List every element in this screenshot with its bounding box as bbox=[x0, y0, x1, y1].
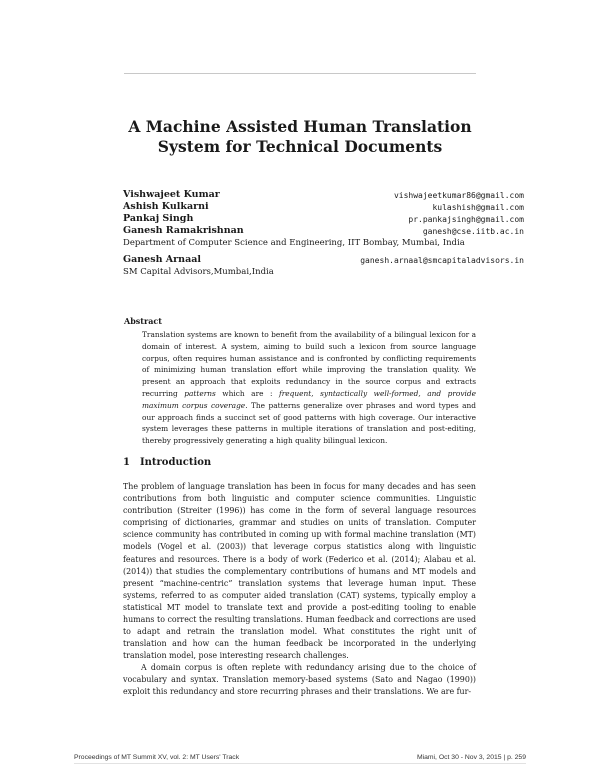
abstract-heading: Abstract bbox=[124, 316, 162, 326]
author-name: Pankaj Singh bbox=[123, 213, 194, 224]
author-email[interactable]: kulashish@gmail.com bbox=[432, 203, 524, 212]
footer-location-page: Miami, Oct 30 - Nov 3, 2015 | p. 259 bbox=[416, 754, 526, 761]
author-name: Ganesh Arnaal bbox=[123, 254, 201, 265]
footer-rule bbox=[74, 763, 526, 764]
affiliation-sm-capital: SM Capital Advisors,Mumbai,India bbox=[123, 267, 274, 277]
footer-proceedings: Proceedings of MT Summit XV, vol. 2: MT Users' Track bbox=[74, 754, 240, 761]
author-email[interactable]: ganesh@cse.iitb.ac.in bbox=[422, 227, 524, 236]
author-name: Vishwajeet Kumar bbox=[123, 189, 220, 200]
author-email[interactable]: pr.pankajsingh@gmail.com bbox=[408, 215, 524, 224]
body-paragraph: A domain corpus is often replete with redundancy arising due to the choice of vocabulary and syntax. Translation memory-based systems (Sato and Nagao (1990)) exploit this redundancy and store recurring phrases and their translations. We are fur- bbox=[123, 663, 476, 697]
affiliation-iitb: Department of Computer Science and Engineering, IIT Bombay, Mumbai, India bbox=[123, 238, 465, 248]
author-name: Ashish Kulkarni bbox=[123, 201, 209, 212]
author-email[interactable]: ganesh.arnaal@smcapitaladvisors.in bbox=[360, 256, 524, 265]
paper-title-line-1: A Machine Assisted Human Translation bbox=[128, 117, 472, 136]
abstract-text: Translation systems are known to benefit from the availability of a bilingual lexicon for a domain of interest. A system, aiming to build such a lexicon from source language corpus, often requires human assistance and is confronted by conflicting requirements of minimizing human translation effort while improving the translation quality. We present an approach that exploits redundancy in the source corpus and extracts recurring patterns which are : frequent, syntactically well-formed, and provide maximum corpus coverage. The patterns generalize over phrases and word types and our approach finds a succinct set of good patterns with high coverage. Our interactive system leverages these patterns in multiple iterations of translation and post-editing, thereby progressively generating a high quality bilingual lexicon. bbox=[142, 330, 477, 446]
author-name: Ganesh Ramakrishnan bbox=[123, 225, 244, 236]
body-paragraph: The problem of language translation has been in focus for many decades and has seen contributions from both linguistic and computer science communities. Linguistic contribution (Streiter (1996)) has come in the form of several language resources comprising of dictionaries, grammar and studies on units of translation. Computer science community has contributed in coming up with formal machine translation (MT) models (Vogel et al. (2003)) that leverage corpus statistics along with linguistic features and resources. There is a body of work (Federico et al. (2014); Alabau et al. (2014)) that studies the complementary contributions of humans and MT models and present “machine-centric” translation systems that leverage human input. These systems, referred to as computer aided translation (CAT) systems, typically employ a statistical MT model to translate text and provide a post-editing tooling to enable humans to correct the resulting translations. Human feedback and corrections are used to adapt and retrain the translation model. What constitutes the right unit of translation and how can the human feedback be incorporated in the underlying translation model, pose interesting research challenges. bbox=[123, 482, 476, 661]
top-rule bbox=[124, 73, 476, 74]
author-email[interactable]: vishwajeetkumar86@gmail.com bbox=[393, 191, 524, 200]
section-heading bbox=[123, 457, 211, 468]
paper-title-line-2: System for Technical Documents bbox=[157, 137, 443, 156]
section-number: 1 bbox=[123, 457, 130, 468]
section-title: Introduction bbox=[139, 457, 212, 468]
